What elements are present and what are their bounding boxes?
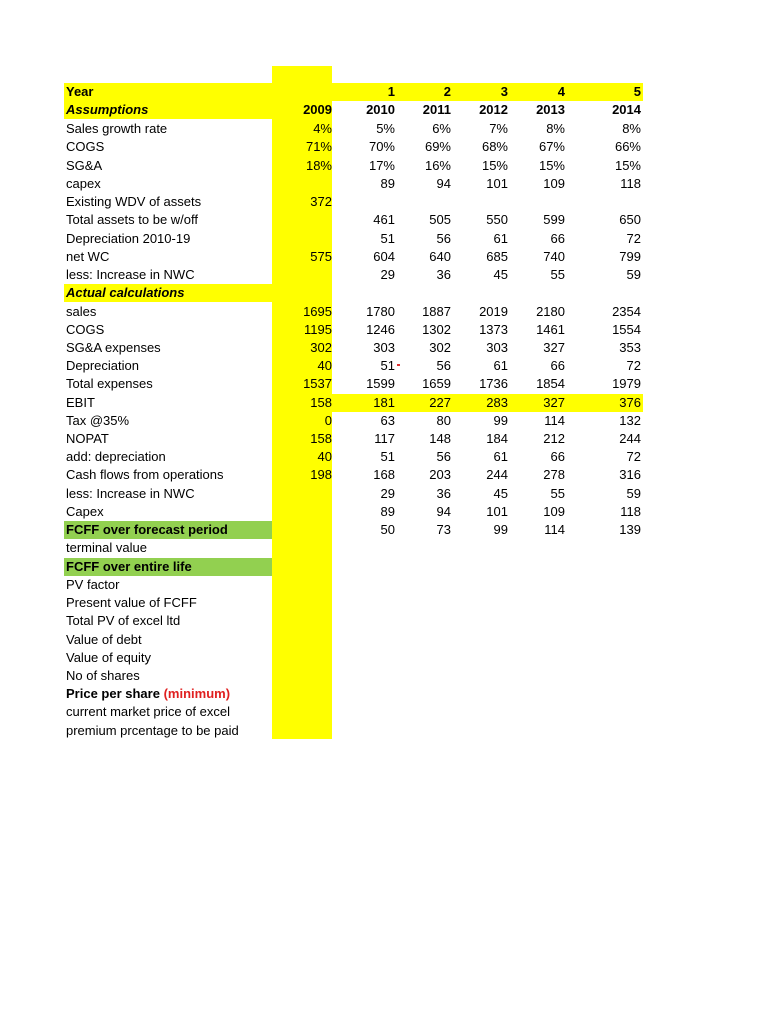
value-2012[interactable]: 1736	[479, 376, 508, 391]
value-2014[interactable]: 244	[619, 431, 641, 446]
value-2011[interactable]: 6%	[432, 120, 451, 136]
year-2011[interactable]: 2011	[422, 102, 451, 117]
value-2013[interactable]: 55	[550, 485, 565, 501]
value-2014[interactable]: 118	[620, 176, 641, 191]
row-label[interactable]: less: Increase in NWC	[66, 485, 195, 501]
actual-calculations-label[interactable]: Actual calculations	[66, 285, 185, 300]
value-2014[interactable]: 353	[619, 340, 641, 355]
value-2011[interactable]: 1302	[422, 321, 451, 337]
value-2010[interactable]: 1780	[366, 303, 395, 319]
table-row	[64, 321, 644, 339]
value-2012[interactable]: 99	[493, 522, 508, 537]
row-label[interactable]: PV factor	[66, 576, 120, 592]
year-number-5[interactable]: 5	[633, 84, 641, 99]
table-row	[64, 649, 644, 667]
value-2014[interactable]: 376	[619, 394, 641, 410]
value-2009[interactable]: 18%	[305, 157, 332, 173]
assumptions-header-row	[64, 101, 644, 119]
table-row	[64, 594, 644, 612]
row-label[interactable]: Tax @35%	[66, 412, 130, 428]
value-2010[interactable]: 51	[380, 230, 395, 246]
value-2011[interactable]: 94	[436, 176, 451, 191]
value-2014[interactable]	[565, 193, 641, 211]
row-label[interactable]: capex	[66, 176, 101, 191]
value-2013[interactable]: 55	[550, 267, 565, 282]
row-label[interactable]	[66, 685, 272, 703]
value-2014[interactable]: 59	[626, 485, 641, 501]
value-2011[interactable]: 73	[436, 522, 451, 537]
value-2010[interactable]: 168	[373, 467, 395, 482]
row-label[interactable]: FCFF over forecast period	[66, 522, 228, 537]
value-2014[interactable]: 799	[619, 248, 641, 264]
value-2013[interactable]: 599	[543, 212, 565, 227]
value-2013[interactable]: 66	[550, 358, 565, 373]
value-2012[interactable]: 685	[486, 248, 508, 264]
table-row	[64, 266, 644, 284]
table-row	[64, 448, 644, 466]
table-row	[64, 303, 644, 321]
value-2009[interactable]: 302	[310, 340, 332, 355]
value-2009[interactable]	[272, 266, 332, 284]
table-row	[64, 612, 644, 630]
value-2012[interactable]: 2019	[479, 303, 508, 319]
row-label[interactable]: terminal value	[66, 540, 147, 555]
value-2011[interactable]: 16%	[424, 157, 451, 173]
table-row	[64, 503, 644, 521]
table-row	[64, 539, 644, 557]
value-2013[interactable]: 109	[543, 503, 565, 519]
value-2012[interactable]: 68%	[481, 139, 508, 154]
year-2013[interactable]: 2013	[536, 102, 565, 117]
value-2012[interactable]: 61	[493, 230, 508, 246]
value-2012[interactable]: 101	[486, 176, 508, 191]
value-2011[interactable]: 203	[429, 467, 451, 482]
value-2014[interactable]: 66%	[614, 139, 641, 154]
table-row	[64, 357, 644, 375]
value-2014[interactable]: 139	[619, 522, 641, 537]
table-row	[64, 576, 644, 594]
value-2012[interactable]	[451, 193, 508, 211]
table-row	[64, 211, 644, 229]
value-2014[interactable]: 72	[626, 449, 641, 464]
row-label[interactable]: Total assets to be w/off	[66, 212, 198, 227]
table-row	[64, 412, 644, 430]
value-2014[interactable]: 1554	[612, 321, 641, 337]
row-label[interactable]: net WC	[66, 248, 110, 264]
value-2014[interactable]: 316	[619, 467, 641, 482]
table-row	[64, 667, 644, 685]
value-2009[interactable]: 71%	[305, 139, 332, 154]
value-2009[interactable]: 40	[317, 449, 332, 464]
row-label[interactable]: FCFF over entire life	[66, 558, 192, 574]
value-2013[interactable]: 1854	[536, 376, 565, 391]
year-label[interactable]: Year	[66, 84, 94, 99]
row-label[interactable]: Value of debt	[66, 631, 142, 647]
value-2010[interactable]: 50	[380, 522, 395, 537]
row-label[interactable]: No of shares	[66, 667, 140, 683]
value-2013[interactable]: 327	[543, 394, 565, 410]
value-2010[interactable]: 70%	[368, 139, 395, 154]
value-2011[interactable]: 227	[429, 394, 451, 410]
value-2011[interactable]: 94	[436, 503, 451, 519]
value-2010[interactable]: 1246	[366, 321, 395, 337]
value-2012[interactable]: 283	[486, 394, 508, 410]
value-2013[interactable]: 327	[543, 340, 565, 355]
value-2013[interactable]: 114	[544, 522, 565, 537]
row-label[interactable]: less: Increase in NWC	[66, 267, 195, 282]
row-label[interactable]: Present value of FCFF	[66, 595, 197, 610]
value-2009[interactable]: 1537	[303, 376, 332, 391]
actual-calculations-header-row	[64, 284, 644, 302]
value-2011[interactable]: 36	[436, 267, 451, 282]
value-2011[interactable]: 56	[436, 358, 451, 373]
value-2009[interactable]	[272, 175, 332, 193]
value-2009[interactable]	[272, 521, 332, 539]
row-label[interactable]: sales	[66, 303, 97, 319]
value-2013[interactable]: 8%	[546, 120, 565, 136]
value-2009[interactable]: 4%	[313, 120, 332, 136]
row-label[interactable]: Depreciation	[66, 358, 139, 373]
value-2009[interactable]: 575	[310, 248, 332, 264]
value-2010[interactable]: 1599	[366, 376, 395, 391]
table-row	[64, 430, 644, 448]
row-label[interactable]: COGS	[66, 321, 105, 337]
value-2010[interactable]: 461	[373, 212, 395, 227]
value-2010[interactable]: 89	[380, 503, 395, 519]
row-label[interactable]: SG&A expenses	[66, 340, 161, 355]
value-2009[interactable]: 158	[310, 431, 332, 446]
value-2009[interactable]: 1695	[303, 303, 332, 319]
row-label[interactable]: COGS	[66, 139, 105, 154]
value-2014[interactable]: 8%	[622, 120, 641, 136]
value-2014[interactable]: 2354	[612, 303, 641, 319]
value-2011[interactable]: 36	[436, 485, 451, 501]
value-2013[interactable]: 212	[543, 431, 565, 446]
row-label[interactable]: premium prcentage to be paid	[66, 722, 239, 738]
value-2011[interactable]: 56	[436, 449, 451, 464]
table-row	[64, 631, 644, 649]
table-row-ebit	[64, 394, 644, 412]
value-2013[interactable]: 66	[550, 230, 565, 246]
value-2014[interactable]: 59	[626, 267, 641, 282]
value-2013[interactable]: 2180	[536, 303, 565, 319]
value-2010[interactable]: 117	[374, 431, 395, 446]
value-2012[interactable]: 61	[493, 358, 508, 373]
value-2012[interactable]: 244	[486, 467, 508, 482]
value-2009[interactable]	[272, 503, 332, 521]
value-2009[interactable]: 0	[324, 412, 332, 428]
value-2010[interactable]: 303	[373, 340, 395, 355]
value-2012[interactable]: 45	[493, 485, 508, 501]
year-2012[interactable]: 2012	[479, 102, 508, 117]
row-label[interactable]: Value of equity	[66, 649, 152, 665]
value-2009[interactable]: 1195	[304, 321, 332, 337]
value-2011[interactable]: 80	[436, 412, 451, 428]
value-2014[interactable]: 72	[626, 358, 641, 373]
table-row	[64, 722, 644, 740]
minimum-note: (minimum)	[163, 686, 231, 701]
value-2012[interactable]: 101	[486, 503, 508, 519]
value-2010[interactable]: 29	[380, 485, 395, 501]
table-row	[64, 230, 644, 248]
value-2012[interactable]: 184	[486, 431, 508, 446]
value-2012[interactable]: 1373	[479, 321, 508, 337]
row-label[interactable]: add: depreciation	[66, 449, 166, 464]
row-label[interactable]: Sales growth rate	[66, 120, 168, 136]
year-number-3[interactable]: 3	[500, 84, 508, 99]
value-2011[interactable]: 640	[429, 248, 451, 264]
row-label[interactable]: Cash flows from operations	[66, 467, 224, 482]
table-row	[64, 193, 644, 211]
value-2012[interactable]: 99	[493, 412, 508, 428]
value-2010[interactable]: 5%	[376, 120, 395, 136]
value-2009[interactable]: 158	[310, 394, 332, 410]
value-2012[interactable]: 7%	[489, 120, 508, 136]
value-2011[interactable]: 69%	[424, 139, 451, 154]
value-2011[interactable]: 1887	[422, 303, 451, 319]
table-row	[64, 120, 644, 138]
value-2013[interactable]: 109	[543, 176, 565, 191]
value-2012[interactable]: 61	[493, 449, 508, 464]
value-2012[interactable]: 550	[486, 212, 508, 227]
value-2013[interactable]: 15%	[538, 157, 565, 173]
value-2013[interactable]	[508, 193, 565, 211]
row-label[interactable]: current market price of excel	[66, 704, 231, 719]
value-2013[interactable]: 67%	[538, 139, 565, 154]
value-2009[interactable]: 198	[310, 467, 332, 482]
value-2011[interactable]: 148	[429, 431, 451, 446]
value-2010[interactable]: 51	[380, 449, 395, 464]
row-label[interactable]: SG&A	[66, 157, 103, 173]
year-number-2[interactable]: 2	[443, 84, 451, 99]
value-2014[interactable]: 118	[620, 503, 641, 519]
table-row-fcff-forecast	[64, 521, 644, 539]
value-2012[interactable]: 45	[493, 267, 508, 282]
year-2014[interactable]: 2014	[612, 102, 641, 117]
value-2009[interactable]: 40	[317, 358, 332, 373]
row-label[interactable]: EBIT	[66, 394, 95, 410]
value-2010[interactable]: 63	[380, 412, 395, 428]
value-2011[interactable]: 505	[429, 212, 451, 227]
row-label[interactable]: Existing WDV of assets	[66, 194, 202, 209]
row-label[interactable]: Total PV of excel ltd	[66, 613, 181, 628]
value-2012[interactable]: 15%	[481, 157, 508, 173]
value-2009[interactable]	[272, 485, 332, 503]
value-2014[interactable]: 72	[626, 230, 641, 246]
value-2013[interactable]: 114	[544, 412, 565, 428]
value-2010[interactable]: 29	[380, 267, 395, 282]
assumptions-label[interactable]: Assumptions	[66, 102, 149, 117]
value-2014[interactable]: 15%	[614, 157, 641, 173]
value-2014[interactable]: 650	[619, 212, 641, 227]
year-number-4[interactable]: 4	[557, 84, 565, 99]
table-row	[64, 157, 644, 175]
table-row	[64, 175, 644, 193]
table-row	[64, 485, 644, 503]
table-row	[64, 703, 644, 721]
value-2014[interactable]: 1979	[612, 376, 641, 391]
year-2010[interactable]: 2010	[366, 102, 395, 117]
value-2009[interactable]	[272, 211, 332, 229]
value-2011[interactable]: 302	[429, 340, 451, 355]
table-row	[64, 375, 644, 393]
year-row	[64, 83, 644, 101]
value-2009[interactable]: 372	[310, 194, 332, 209]
value-2010[interactable]: 51	[380, 358, 395, 373]
value-2013[interactable]: 66	[550, 449, 565, 464]
value-2010[interactable]: 181	[373, 394, 395, 410]
value-2009[interactable]	[272, 230, 332, 248]
row-label[interactable]: NOPAT	[66, 431, 109, 446]
value-2013[interactable]: 740	[543, 248, 565, 264]
year-2009[interactable]: 2009	[303, 102, 332, 117]
value-2013[interactable]: 1461	[536, 321, 565, 337]
table-row-fcff-entire-life	[64, 558, 644, 576]
table-row	[64, 466, 644, 484]
value-2010[interactable]: 17%	[368, 157, 395, 173]
value-2010[interactable]: 89	[380, 176, 395, 191]
value-2010[interactable]: 604	[373, 248, 395, 264]
value-2011[interactable]: 1659	[422, 376, 451, 391]
table-row-price-per-share	[64, 685, 644, 703]
value-2014[interactable]: 132	[619, 412, 641, 428]
value-2012[interactable]: 303	[486, 340, 508, 355]
row-label[interactable]: Capex	[66, 503, 104, 519]
table-row	[64, 138, 644, 156]
price-per-share-label: Price per share	[66, 686, 160, 701]
value-2011[interactable]: 56	[436, 230, 451, 246]
year-number-1[interactable]: 1	[387, 84, 395, 99]
value-2013[interactable]: 278	[543, 467, 565, 482]
value-2011[interactable]	[395, 193, 451, 211]
table-row	[64, 248, 644, 266]
value-2010[interactable]	[332, 193, 395, 211]
row-label[interactable]: Depreciation 2010-19	[66, 230, 191, 246]
table-row	[64, 339, 644, 357]
row-label[interactable]: Total expenses	[66, 376, 153, 391]
